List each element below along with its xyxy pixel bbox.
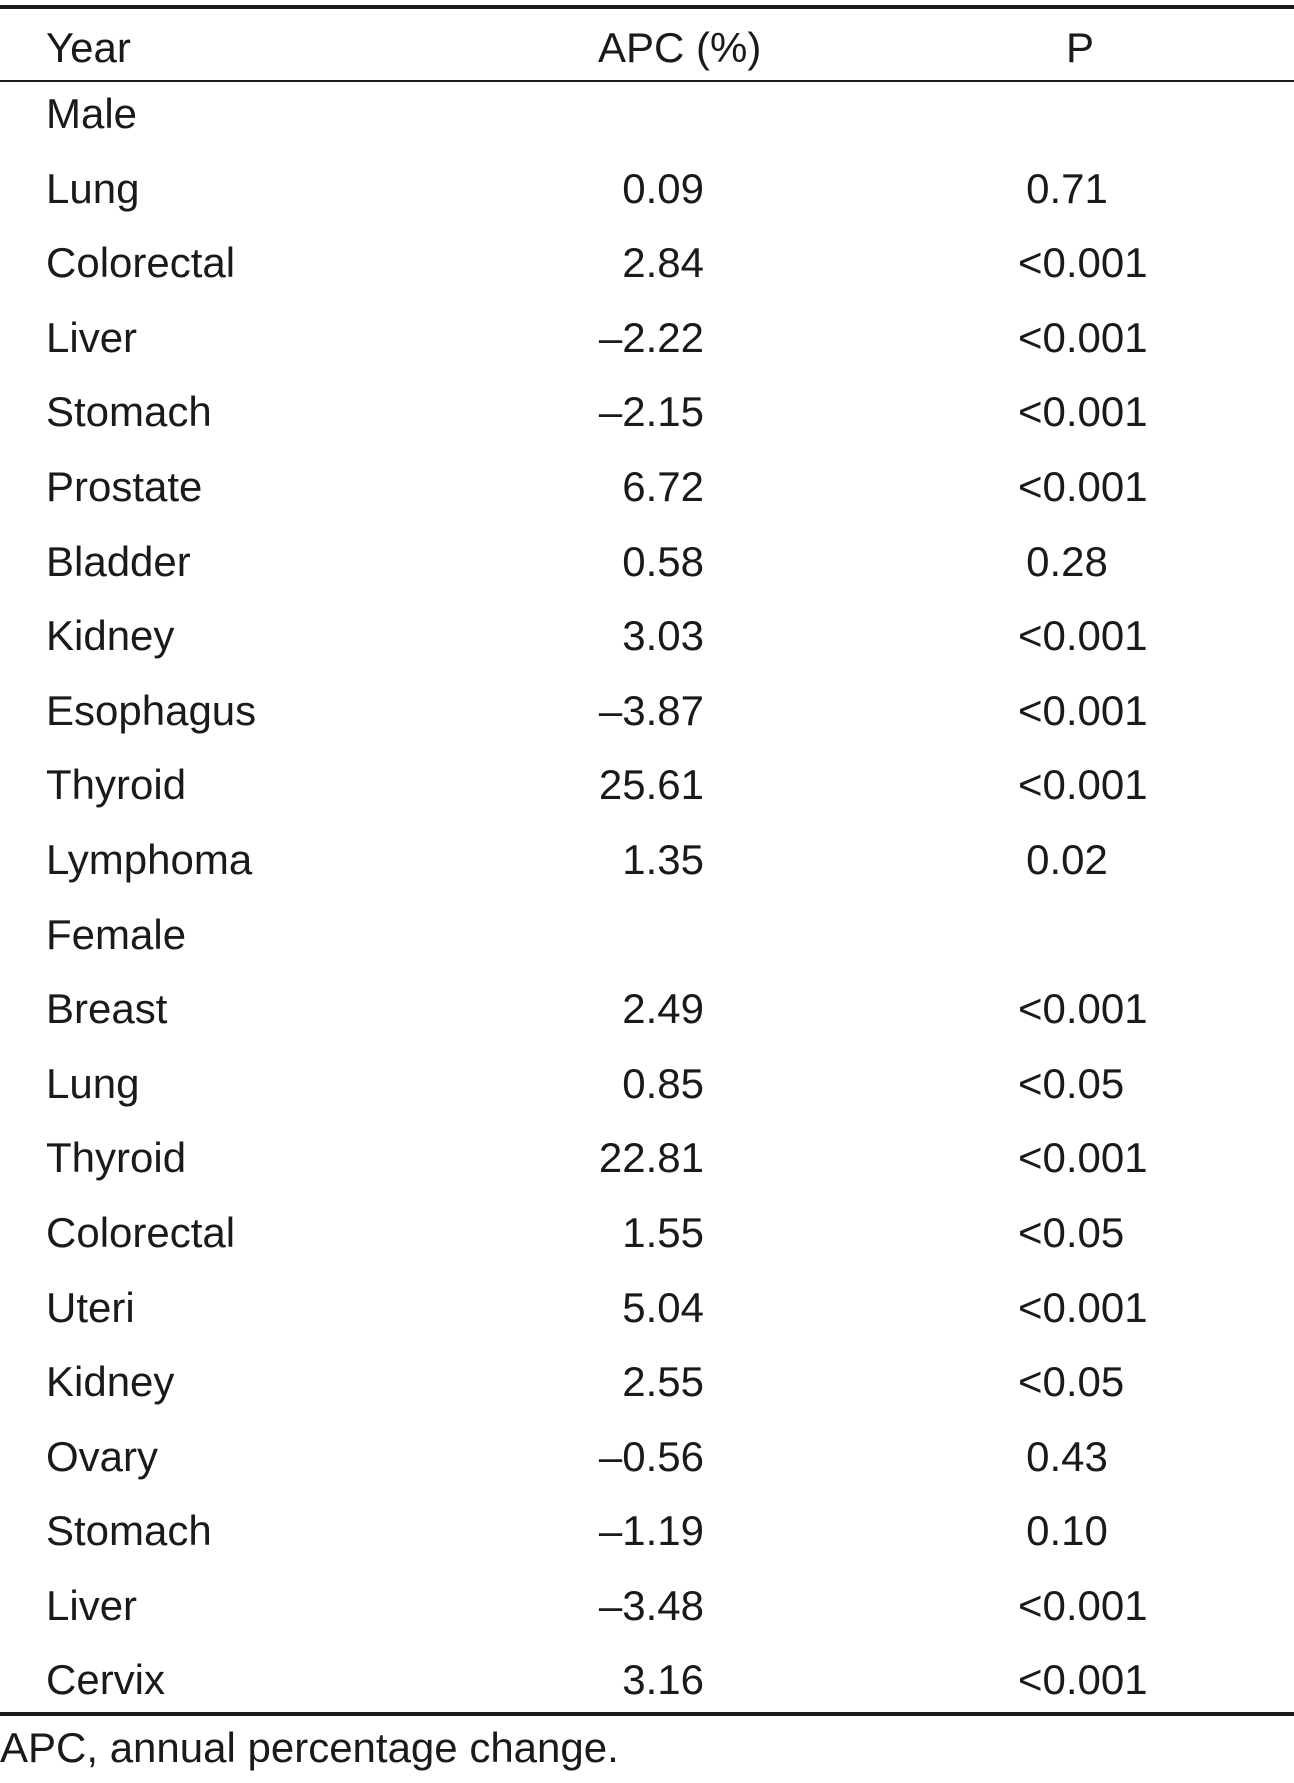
row-apc-value: 0.85	[622, 1059, 704, 1107]
row-apc-value: 2.55	[622, 1358, 704, 1406]
row-p-value: <0.001	[1018, 612, 1148, 660]
row-label: Uteri	[46, 1283, 135, 1331]
table-row	[0, 685, 1294, 760]
row-label: Thyroid	[46, 1134, 187, 1182]
row-p-value: <0.001	[1018, 1134, 1148, 1182]
row-label: Lymphoma	[46, 835, 253, 883]
table-row	[0, 1207, 1294, 1282]
row-apc-value: 22.81	[598, 1134, 704, 1182]
table-row	[0, 312, 1294, 387]
row-p-value: <0.001	[1018, 313, 1148, 361]
row-label: Prostate	[46, 462, 203, 510]
row-apc-value: –0.56	[598, 1432, 704, 1480]
row-label: Colorectal	[46, 1208, 236, 1256]
table-row	[0, 1132, 1294, 1207]
table-row	[0, 1058, 1294, 1133]
row-p-value: 0.10	[1026, 1507, 1108, 1555]
row-p-value: 0.28	[1026, 537, 1108, 585]
table-row	[0, 759, 1294, 834]
row-apc-value: 0.09	[622, 164, 704, 212]
row-apc-value: –2.22	[598, 313, 704, 361]
row-label: Esophagus	[46, 686, 257, 734]
table-footnote: APC, annual percentage change.	[0, 1724, 619, 1771]
row-label: Breast	[46, 985, 168, 1033]
row-p-value: <0.001	[1018, 239, 1148, 287]
row-p-value: 0.43	[1026, 1432, 1108, 1480]
table-row	[0, 386, 1294, 461]
table-row	[0, 88, 1294, 163]
row-label: Male	[46, 90, 138, 137]
row-label: Liver	[46, 1581, 138, 1629]
row-label: Liver	[46, 313, 138, 361]
row-p-value: <0.001	[1018, 462, 1148, 510]
table-row	[0, 1505, 1294, 1580]
row-p-value: <0.001	[1018, 1656, 1148, 1704]
table-row	[0, 536, 1294, 611]
row-label: Lung	[46, 1059, 140, 1107]
table-row	[0, 983, 1294, 1058]
header-year: Year	[46, 24, 131, 71]
row-label: Colorectal	[46, 239, 236, 287]
row-p-value: 0.71	[1026, 164, 1108, 212]
row-p-value: <0.05	[1018, 1059, 1125, 1107]
table-bottom-rule	[0, 1712, 1294, 1716]
row-apc-value: –3.48	[598, 1581, 704, 1629]
table-header-rule	[0, 80, 1294, 82]
row-label: Ovary	[46, 1432, 159, 1480]
row-label: Cervix	[46, 1656, 166, 1704]
row-label: Kidney	[46, 1358, 175, 1406]
table-row	[0, 1580, 1294, 1655]
row-p-value: <0.001	[1018, 388, 1148, 436]
table-header-row	[0, 10, 1294, 78]
row-apc-value: 3.03	[622, 612, 704, 660]
row-p-value: <0.001	[1018, 761, 1148, 809]
table-row	[0, 909, 1294, 984]
row-label: Lung	[46, 164, 140, 212]
row-apc-value: 25.61	[598, 761, 704, 809]
row-label: Kidney	[46, 612, 175, 660]
row-label: Stomach	[46, 1507, 212, 1555]
row-label: Stomach	[46, 388, 212, 436]
table-row	[0, 834, 1294, 909]
row-p-value: <0.001	[1018, 686, 1148, 734]
row-apc-value: 6.72	[622, 462, 704, 510]
row-label: Thyroid	[46, 761, 187, 809]
table-row	[0, 1282, 1294, 1357]
row-apc-value: –2.15	[598, 388, 704, 436]
table-row	[0, 610, 1294, 685]
table-top-rule	[0, 5, 1294, 9]
table-row	[0, 163, 1294, 238]
row-label: Bladder	[46, 537, 191, 585]
row-p-value: <0.05	[1018, 1358, 1125, 1406]
row-apc-value: 3.16	[622, 1656, 704, 1704]
header-p: P	[1066, 24, 1095, 71]
row-label: Female	[46, 910, 187, 958]
row-apc-value: –3.87	[598, 686, 704, 734]
table-row	[0, 1356, 1294, 1431]
row-apc-value: 2.84	[622, 239, 704, 287]
row-apc-value: 5.04	[622, 1283, 704, 1331]
row-p-value: 0.02	[1026, 835, 1108, 883]
row-apc-value: 0.58	[622, 537, 704, 585]
row-p-value: <0.001	[1018, 1283, 1148, 1331]
table-row	[0, 237, 1294, 312]
table-body	[0, 88, 1294, 1729]
row-apc-value: 2.49	[622, 985, 704, 1033]
row-p-value: <0.001	[1018, 1581, 1148, 1629]
row-apc-value: –1.19	[598, 1507, 704, 1555]
row-apc-value: 1.55	[622, 1208, 704, 1256]
row-apc-value: 1.35	[622, 835, 704, 883]
row-p-value: <0.05	[1018, 1208, 1125, 1256]
table-row	[0, 1431, 1294, 1506]
table-row	[0, 461, 1294, 536]
row-p-value: <0.001	[1018, 985, 1148, 1033]
header-apc: APC (%)	[598, 24, 762, 71]
table-row	[0, 1654, 1294, 1729]
